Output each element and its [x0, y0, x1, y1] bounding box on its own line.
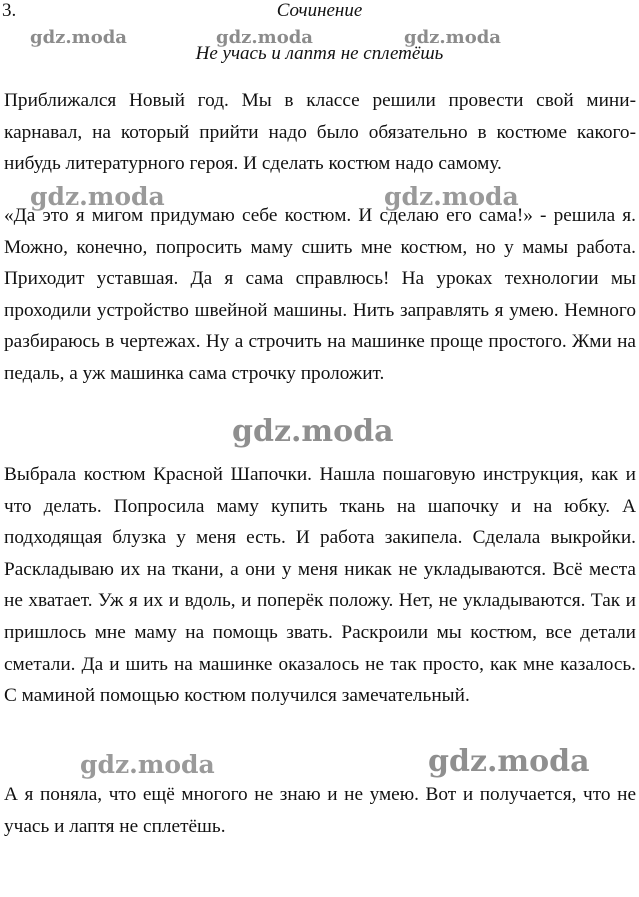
watermark: gdz.moda: [30, 27, 127, 48]
watermark: gdz.moda: [404, 27, 501, 48]
paragraph-3: Выбрала костюм Красной Шапочки. Нашла пошаговую инструкция, как и что делать. Попросила маму купить ткань на шапочку и на юбку. А подходящая блузка у меня есть. И работа закипела. Сделала выкройки. Раскладываю их на ткани, а они у меня никак не укладываются. Всё места не хватает. Уж я их и вдоль, и поперёк положу. Нет, не укладываются. Так и пришлось мне маму на помощь звать. Раскроили мы костюм, все детали сметали. Да и шить на машинке оказалось не так просто, как мне казалось. С маминой помощью костюм получился замечательный.: [4, 464, 636, 707]
watermark: gdz.moda: [80, 750, 215, 779]
watermark: gdz.moda: [232, 414, 394, 449]
essay-subtitle: Не учась и лаптя не сплетёшь: [195, 43, 444, 64]
paragraph-4: А я поняла, что ещё многого не знаю и не умею. Вот и получается, что не учась и лаптя не сплетёшь.: [4, 784, 636, 837]
task-number: 3.: [2, 0, 17, 21]
essay-title: Сочинение: [276, 0, 363, 21]
paragraph-2: «Да это я мигом придумаю себе костюм. И сделаю его сама!» - решила я. Можно, конечно, попросить маму сшить мне костюм, но у мамы работа. Приходит уставшая. Да я сама справлюсь! На уроках технологии мы проходили устройство швейной машины. Нить заправлять я умею. Немного разбираюсь в чертежах. Ну а строчить на машинке проще простого. Жми на педаль, а уж машинка сама строчку проложит.: [4, 205, 636, 384]
watermark: gdz.moda: [428, 744, 590, 779]
watermark: gdz.moda: [384, 182, 519, 211]
watermark: gdz.moda: [216, 27, 313, 48]
watermark: gdz.moda: [30, 182, 165, 211]
paragraph-1: Приближался Новый год. Мы в классе решили провести свой мини-карнавал, на который прийти надо было обязательно в костюме какого-нибудь литературного героя. И сделать костюм надо самому.: [4, 90, 636, 175]
